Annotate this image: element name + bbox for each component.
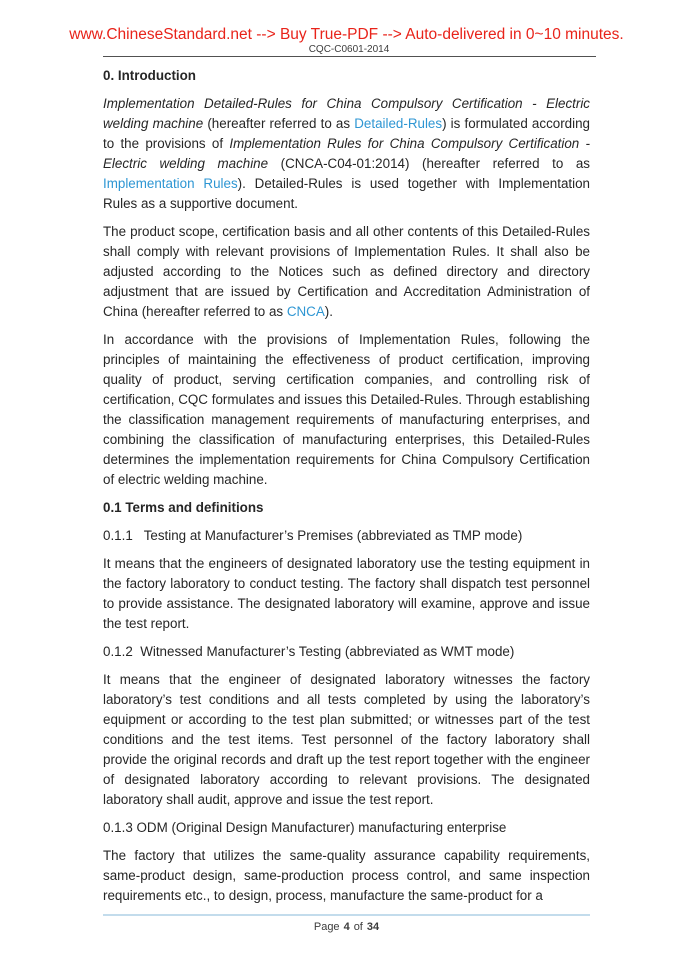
doc-link[interactable]: CNCA bbox=[286, 304, 325, 319]
paragraph-odm-definition bbox=[103, 846, 590, 906]
footer-of-word: of bbox=[353, 921, 363, 933]
doc-link[interactable]: Detailed-Rules bbox=[354, 116, 443, 131]
paragraph-tmp-definition bbox=[103, 554, 590, 634]
heading-tmp-mode bbox=[103, 526, 590, 546]
header-divider bbox=[103, 56, 596, 57]
page-footer bbox=[103, 921, 590, 934]
doc-link[interactable]: Implementation Rules bbox=[103, 176, 238, 191]
text-run: 0.1.2 Witnessed Manufacturer’s Testing (abbreviated as WMT mode) bbox=[103, 644, 515, 659]
text-run: The factory that utilizes the same-quality assurance capability requirements, same-product design, same-production process control, and same inspection requirements etc., to design, process, manufacture the same-product for a bbox=[103, 848, 590, 903]
text-run: It means that the engineer of designated laboratory witnesses the factory laboratory’s test conditions and all tests completed by using the laboratory’s equipment or according to the test plan submitted; or witnesses part of the test conditions and the test items. Test personnel of the factory laboratory shall provide the original records and draft up the test report together with the engineer of designated laboratory according to relevant provisions. The designated laboratory shall audit, approve and issue the test report. bbox=[103, 672, 590, 807]
text-run: Implementation Rules for China Compulsory Certification - Electric welding machine bbox=[103, 136, 590, 171]
text-run: ). bbox=[324, 304, 333, 319]
footer-page-word: Page bbox=[313, 921, 340, 933]
text-run: In accordance with the provisions of Implementation Rules, following the principles of maintaining the effectiveness of product certification, improving quality of product, serving certification companies, and controlling risk of certification, CQC formulates and issues this Detailed-Rules. Through establishing the classification management requirements of manufacturing enterprises, and combining the classification of manufacturing enterprises, this Detailed-Rules determines the implementation requirements for China Compulsory Certification of electric welding machine. bbox=[103, 332, 590, 487]
text-run: Implementation Detailed-Rules for China Compulsory Certification - Electric welding machine bbox=[103, 96, 590, 131]
document-body bbox=[103, 66, 590, 906]
heading-introduction bbox=[103, 66, 590, 86]
text-run: The product scope, certification basis and all other contents of this Detailed-Rules shall comply with relevant provisions of Implementation Rules. It shall also be adjusted according to the Notices such as defined directory and directory adjustment that are issued by Certification and Accreditation Administration of China (hereafter referred to as bbox=[103, 224, 590, 319]
doc-code: CQC-C0601-2014 bbox=[308, 44, 390, 55]
footer-divider bbox=[103, 914, 590, 916]
text-run: ). Detailed-Rules is used together with Implementation Rules as a supportive document. bbox=[103, 176, 590, 211]
text-run: 0.1.3 ODM (Original Design Manufacturer) manufacturing enterprise bbox=[103, 820, 507, 835]
promo-banner-link[interactable]: www.ChineseStandard.net --> Buy True-PDF --> Auto-delivered in 0~10 minutes. bbox=[69, 26, 624, 43]
heading-terms-definitions bbox=[103, 498, 590, 518]
paragraph-product-scope bbox=[103, 222, 590, 322]
paragraph-formulation bbox=[103, 94, 590, 214]
heading-wmt-mode bbox=[103, 642, 590, 662]
text-run: (CNCA-C04-01:2014) (hereafter referred to as bbox=[268, 156, 590, 171]
heading-odm bbox=[103, 818, 590, 838]
paragraph-wmt-definition bbox=[103, 670, 590, 810]
text-run: (hereafter referred to as bbox=[203, 116, 355, 131]
text-run: 0.1 Terms and definitions bbox=[103, 500, 264, 515]
footer-page-number: 4 bbox=[343, 921, 350, 933]
text-run: ) is formulated according to the provisions of bbox=[103, 116, 590, 151]
paragraph-accordance bbox=[103, 330, 590, 490]
text-run: 0.1.1 Testing at Manufacturer’s Premises (abbreviated as TMP mode) bbox=[103, 528, 523, 543]
footer-total-pages: 34 bbox=[366, 921, 380, 933]
text-run: It means that the engineers of designated laboratory use the testing equipment in the factory laboratory to conduct testing. The factory shall dispatch test personnel to provide assistance. The designated laboratory will examine, approve and issue the test report. bbox=[103, 556, 590, 631]
text-run: 0. Introduction bbox=[103, 68, 196, 83]
